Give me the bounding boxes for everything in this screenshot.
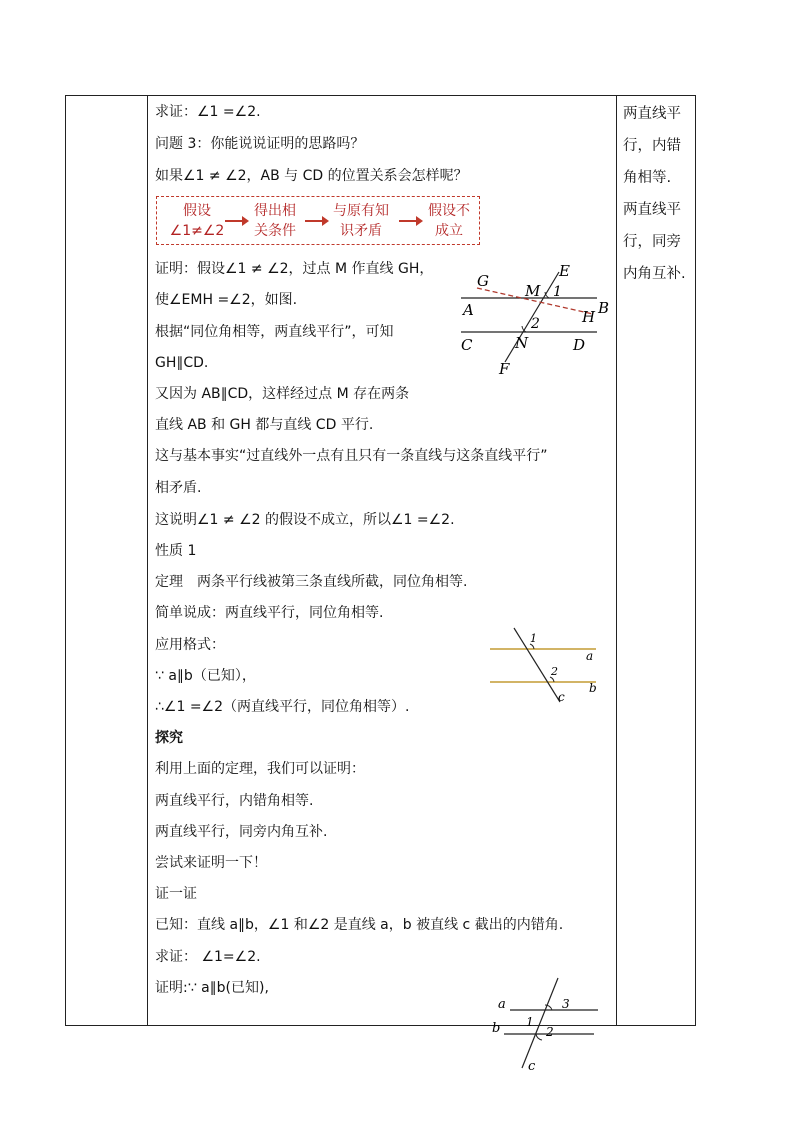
text-line-13: 性质 1 <box>155 543 197 559</box>
fig1-label-m: M <box>525 282 541 300</box>
fig1-label-h: H <box>582 308 596 326</box>
flow-step-contradiction: 与原有知 识矛盾 <box>333 203 389 239</box>
note-line-6: 内角互补. <box>623 266 686 282</box>
note-line-3: 角相等. <box>623 170 672 186</box>
column-divider-right <box>616 96 617 1025</box>
flow-step-derive: 得出相 关条件 <box>254 203 296 239</box>
fig1-label-c: C <box>461 336 473 354</box>
fig2-label-b: b <box>589 681 597 695</box>
note-line-4: 两直线平 <box>623 202 681 218</box>
text-line-7: GH∥CD. <box>155 355 209 371</box>
fig1-label-1: 1 <box>553 284 562 300</box>
text-line-10: 这与基本事实“过直线外一点有且只有一条直线与这条直线平行” <box>155 448 548 464</box>
text-line-21: 两直线平行，内错角相等. <box>155 793 314 809</box>
text-line-16: 应用格式： <box>155 637 225 653</box>
fig3-label-3: 3 <box>562 997 570 1011</box>
fig2-label-2: 2 <box>551 665 558 678</box>
text-line-9: 直线 AB 和 GH 都与直线 CD 平行. <box>155 417 374 433</box>
figure-corresponding-angles <box>488 624 604 708</box>
text-line-2: 问题 3：你能说说证明的思路吗？ <box>155 136 365 152</box>
right-column-notes <box>623 98 691 290</box>
note-line-1: 两直线平 <box>623 106 681 122</box>
flow-arrow-1 <box>225 220 243 222</box>
text-line-1: 求证：∠1 =∠2. <box>155 104 261 120</box>
fig1-label-e: E <box>559 262 570 280</box>
fig1-label-f: F <box>499 360 510 378</box>
fig1-label-d: D <box>573 336 586 354</box>
fig3-label-c: c <box>528 1059 536 1074</box>
fig1-label-n: N <box>515 334 529 352</box>
section-heading-explore: 探究 <box>155 730 183 746</box>
text-line-24: 证一证 <box>155 886 197 902</box>
text-line-14: 定理 两条平行线被第三条直线所截，同位角相等. <box>155 574 468 590</box>
text-line-3: 如果∠1 ≠ ∠2，AB 与 CD 的位置关系会怎样呢？ <box>155 168 468 184</box>
text-line-4: 证明：假设∠1 ≠ ∠2，过点 M 作直线 GH， <box>155 261 434 277</box>
fig1-label-g: G <box>477 272 489 290</box>
text-line-18: ∴∠1 =∠2（两直线平行，同位角相等）. <box>155 699 410 715</box>
text-line-25: 已知：直线 a∥b，∠1 和∠2 是直线 a，b 被直线 c 截出的内错角. <box>155 917 564 933</box>
text-line-8: 又因为 AB∥CD，这样经过点 M 存在两条 <box>155 386 410 402</box>
text-line-15: 简单说成：两直线平行，同位角相等. <box>155 605 384 621</box>
figure-alternate-angles <box>490 974 606 1074</box>
text-line-11: 相矛盾. <box>155 480 202 496</box>
flow-step-assume: 假设 ∠1≠∠2 <box>169 203 225 239</box>
fig3-label-1: 1 <box>526 1015 534 1029</box>
note-line-5: 行，同旁 <box>623 234 681 250</box>
fig3-label-b: b <box>492 1021 501 1036</box>
text-line-6: 根据“同位角相等，两直线平行”，可知 <box>155 324 394 340</box>
text-line-26: 求证： ∠1=∠2. <box>155 949 261 965</box>
fig2-label-c: c <box>558 690 565 704</box>
fig3-label-a: a <box>498 997 506 1012</box>
note-line-2: 行，内错 <box>623 138 681 154</box>
fig3-label-2: 2 <box>546 1025 554 1039</box>
flow-arrow-3 <box>399 220 417 222</box>
flow-step-false: 假设不 成立 <box>428 203 470 239</box>
fig1-label-2: 2 <box>531 316 540 332</box>
text-line-27: 证明:∵ a∥b(已知), <box>155 980 269 996</box>
text-line-20: 利用上面的定理，我们可以证明： <box>155 761 365 777</box>
text-line-23: 尝试来证明一下！ <box>155 855 267 871</box>
fig2-label-a: a <box>586 649 594 663</box>
flow-arrow-2 <box>305 220 323 222</box>
fig1-label-b: B <box>598 299 610 317</box>
text-line-17: ∵ a∥b（已知）， <box>155 668 256 684</box>
text-line-5: 使∠EMH =∠2，如图. <box>155 292 298 308</box>
reasoning-flowchart <box>156 196 480 245</box>
text-line-12: 这说明∠1 ≠ ∠2 的假设不成立，所以∠1 =∠2. <box>155 512 455 528</box>
figure-parallel-lines-gh <box>455 262 615 380</box>
column-divider-left <box>147 96 148 1025</box>
fig2-label-1: 1 <box>530 632 537 645</box>
text-line-22: 两直线平行，同旁内角互补. <box>155 824 328 840</box>
fig1-label-a: A <box>463 301 474 319</box>
